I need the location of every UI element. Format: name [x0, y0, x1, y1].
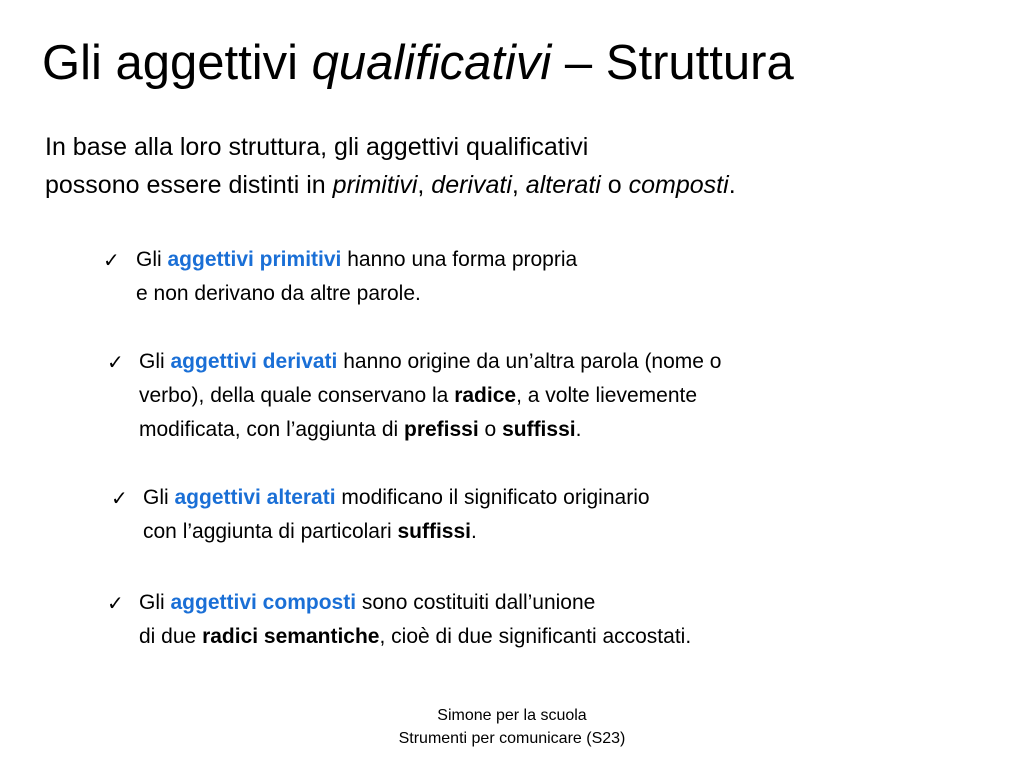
list-item-line: [139, 586, 691, 620]
footer-series: Strumenti per comunicare (S23): [398, 730, 626, 747]
item-text: modificano il significato originario: [335, 486, 650, 509]
intro-sep: ,: [417, 171, 432, 199]
item-text: con l’aggiunta di particolari: [143, 520, 398, 543]
list-item-line: [139, 620, 691, 654]
item-bold: radici semantiche: [202, 625, 380, 648]
intro-end: .: [728, 171, 736, 199]
item-bold: radice: [454, 384, 517, 407]
item-term: aggettivi alterati: [174, 486, 336, 509]
intro-text: possono essere distinti in: [45, 171, 333, 199]
footer-credits: [300, 704, 724, 750]
intro-paragraph: [45, 128, 736, 204]
item-text: verbo), della quale conservano la: [139, 384, 455, 407]
item-text: sono costituiti dall’unione: [356, 591, 596, 614]
item-text: Gli: [136, 248, 168, 271]
checkmark-icon: ✓: [111, 486, 128, 510]
list-item-line: [139, 379, 721, 413]
list-item-line: [139, 345, 721, 379]
item-text: di due: [139, 625, 203, 648]
intro-line-1: In base alla loro struttura, gli aggettivi qualificativi: [45, 133, 589, 161]
list-item-line: [143, 481, 650, 515]
list-item-line: [139, 413, 721, 447]
list-item-line: e non derivano da altre parole.: [136, 282, 421, 305]
intro-term-composti: composti: [628, 171, 729, 199]
list-item-body: [136, 243, 577, 311]
intro-sep: ,: [511, 171, 526, 199]
intro-term-alterati: alterati: [525, 171, 601, 199]
title-text: Gli aggettivi: [42, 36, 312, 90]
intro-term-primitivi: primitivi: [332, 171, 418, 199]
title-italic: qualificativi: [311, 36, 552, 90]
item-text: modificata, con l’aggiunta di: [139, 418, 404, 441]
page-title: [42, 32, 794, 94]
item-term: aggettivi derivati: [170, 350, 338, 373]
list-item-body: [143, 481, 650, 549]
footer-publisher: Simone per la scuola: [437, 707, 587, 724]
intro-sep: o: [600, 171, 629, 199]
intro-line-2: [45, 166, 736, 204]
item-text: Gli: [139, 350, 171, 373]
title-suffix: – Struttura: [551, 36, 794, 90]
item-bold: prefissi: [404, 418, 479, 441]
checkmark-icon: ✓: [103, 248, 120, 272]
list-item-line: [143, 515, 650, 549]
item-bold: suffissi: [502, 418, 576, 441]
item-text: , a volte lievemente: [516, 384, 698, 407]
checkmark-icon: ✓: [107, 591, 124, 615]
item-text: Gli: [143, 486, 175, 509]
item-text: hanno origine da un’altra parola (nome o: [337, 350, 722, 373]
item-term: aggettivi primitivi: [167, 248, 342, 271]
item-text: , cioè di due significanti accostati.: [379, 625, 692, 648]
intro-term-derivati: derivati: [431, 171, 512, 199]
item-text: o: [478, 418, 503, 441]
item-text: Gli: [139, 591, 171, 614]
item-term: aggettivi composti: [170, 591, 357, 614]
item-bold: suffissi: [397, 520, 472, 543]
checkmark-icon: ✓: [107, 350, 124, 374]
item-text: .: [575, 418, 582, 441]
item-text: hanno una forma propria: [341, 248, 578, 271]
list-item-body: [139, 586, 691, 654]
list-item-body: [139, 345, 721, 447]
item-text: .: [471, 520, 477, 543]
list-item-line: [136, 243, 577, 277]
